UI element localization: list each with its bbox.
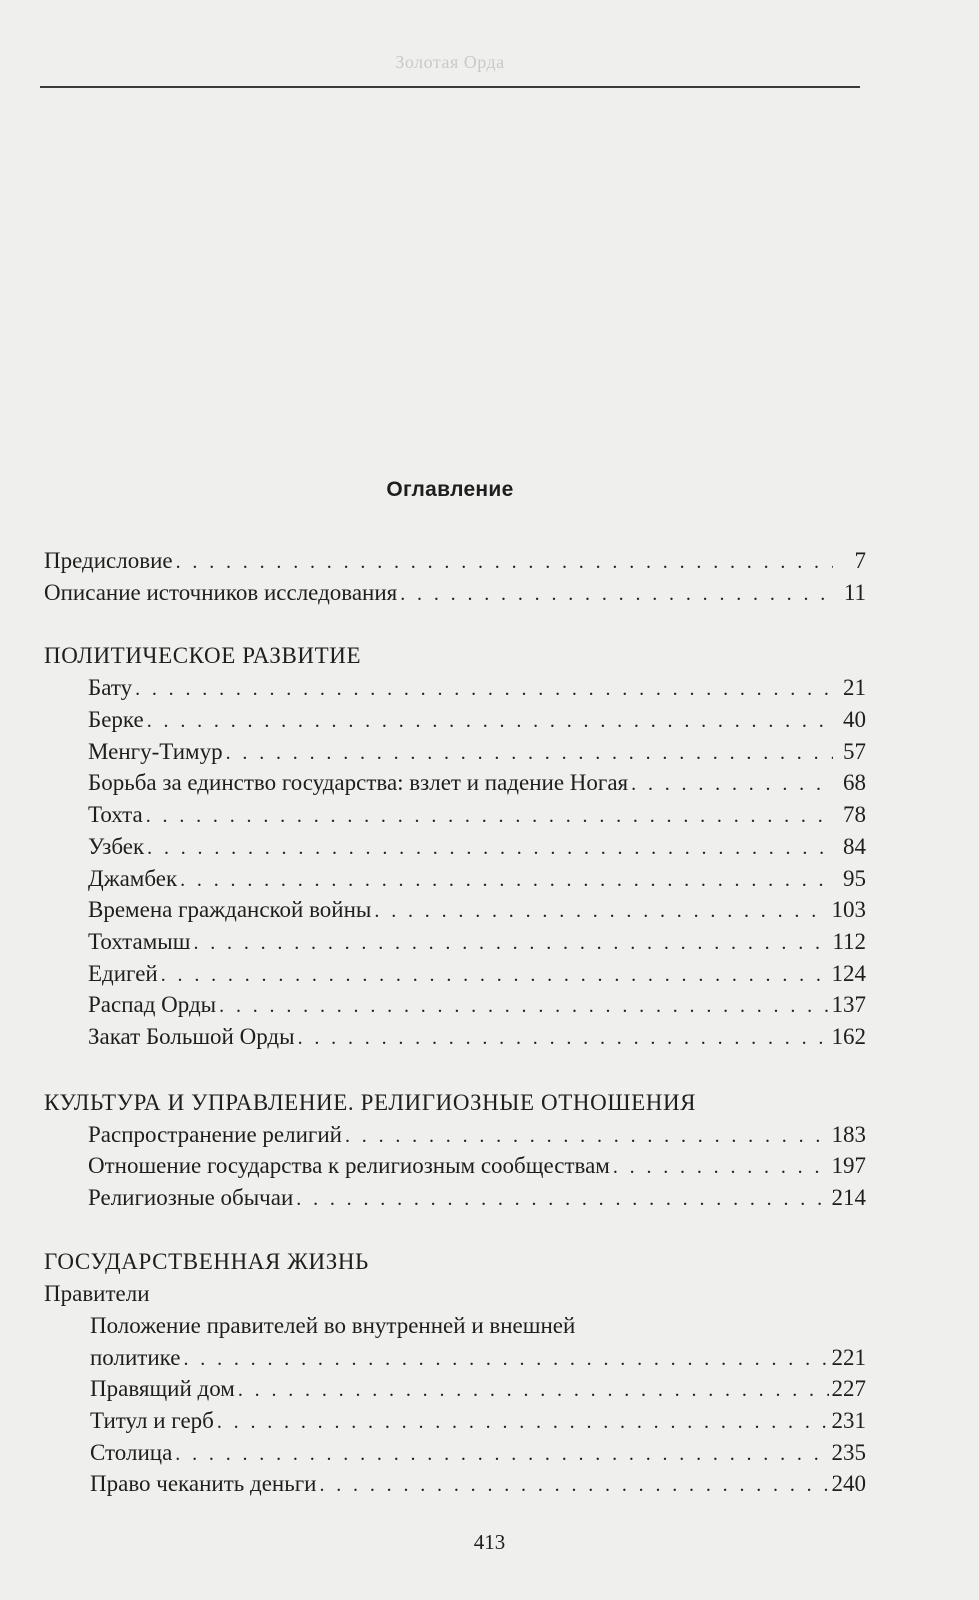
toc-entry-label: Распространение религий [88,1121,342,1147]
toc-entry-label: политике [90,1344,181,1370]
dot-leader [400,579,833,611]
dot-leader [180,865,833,897]
section-heading-culture: КУЛЬТУРА И УПРАВЛЕНИЕ. РЕЛИГИОЗНЫЕ ОТНОШЕНИЯ [44,1089,697,1115]
toc-entry [44,1468,866,1500]
dot-leader [296,1184,828,1216]
toc-entry-label: Предисловие [44,548,173,573]
toc-entry [44,672,866,704]
dot-leader [298,1023,829,1055]
toc-entry [44,894,866,926]
toc-entry [44,767,866,799]
toc-entry-page: 124 [831,960,866,986]
toc-entry-label: Времена гражданской войны [88,897,372,923]
toc-entry-page: 78 [843,802,866,828]
toc-entry-label: Титул и герб [90,1408,214,1434]
toc-entry-page: 162 [831,1023,866,1049]
toc-entry [44,1182,866,1214]
toc-entry [44,577,866,609]
toc-entry [44,1437,866,1469]
toc-entry [44,831,866,863]
toc-entry-label: Отношение государства к религиозным сообществам [88,1153,610,1179]
toc-entry-page: 112 [832,928,866,954]
dot-leader [183,1344,828,1376]
dot-leader [217,1407,829,1439]
toc-entry [44,1021,866,1053]
toc-entry-page: 137 [831,992,866,1018]
dot-leader [238,1375,829,1407]
toc-entry-label: Бату [88,675,133,701]
toc-entry-label: Узбек [88,833,145,859]
toc-entry-page: 21 [843,675,866,701]
toc-entry-label: Описание источников исследования [44,579,398,605]
toc-entry [44,1150,866,1182]
toc-entry [44,704,866,736]
toc-entry-page: 183 [831,1121,866,1147]
toc-entry-label: Закат Большой Орды [88,1023,295,1049]
toc-entry-page: 95 [843,865,866,891]
dot-leader [345,1121,829,1153]
dot-leader [175,1439,828,1471]
toc-entry [44,1342,866,1374]
toc-entry-label: Столица [90,1439,173,1465]
dot-leader [147,706,833,738]
dot-leader [319,1470,828,1502]
toc-entry [44,736,866,768]
toc-entry-page: 103 [831,897,866,923]
toc-entry [44,1405,866,1437]
dot-leader [193,928,829,960]
header-rule [40,86,860,88]
toc-entry [44,799,866,831]
section-heading-political: ПОЛИТИЧЕСКОЕ РАЗВИТИЕ [44,643,362,669]
toc-entry-page: 240 [831,1471,866,1497]
toc-entry-label: Распад Орды [88,992,217,1018]
dot-leader [161,960,829,992]
toc-entry-page: 57 [843,738,866,764]
toc-entry-label: Едигей [88,960,158,986]
toc-entry-label: Правящий дом [90,1376,235,1402]
dot-leader [146,801,833,833]
toc-entry-page: 84 [843,833,866,859]
dot-leader [147,833,833,865]
section-heading-state-life: ГОСУДАРСТВЕННАЯ ЖИЗНЬ [44,1248,369,1274]
toc-entry [44,989,866,1021]
toc-entry-page: 197 [831,1153,866,1179]
toc-entry-label: Джамбек [88,865,178,891]
toc-entry-label: Борьба за единство государства: взлет и падение Ногая [88,770,629,796]
toc-entry-page: 214 [831,1185,866,1210]
toc-entry-page: 235 [831,1439,866,1465]
toc-entry [44,1119,866,1151]
subsection-heading-rulers: Правители [44,1280,150,1306]
toc-entry-page: 221 [831,1344,866,1370]
toc-entry-page: 7 [854,548,866,573]
page-number: 413 [473,1530,506,1554]
toc-entry-label: Берке [88,707,144,733]
running-head: Золотая Орда [395,52,505,72]
toc-entry-label: Право чеканить деньги [90,1471,317,1497]
table-of-contents [44,545,866,1500]
toc-entry-label: Менгу-Тимур [88,738,223,764]
toc-entry [44,926,866,958]
toc-entry [44,958,866,990]
toc-entry [44,545,866,577]
toc-title: Оглавление [386,478,514,501]
dot-leader [631,769,833,801]
toc-entry-page: 231 [831,1408,866,1434]
toc-entry-label: Религиозные обычаи [88,1185,294,1210]
dot-leader [374,896,828,928]
dot-leader [176,547,833,579]
dot-leader [135,674,833,706]
toc-entry [44,1373,866,1405]
toc-entry-page: 11 [843,579,866,605]
dot-leader [613,1152,829,1184]
toc-entry-label-line1: Положение правителей во внутренней и внешней [90,1312,576,1338]
toc-entry [44,863,866,895]
toc-entry-label: Тохта [88,802,143,828]
toc-entry-page: 68 [843,770,866,796]
toc-entry-page: 40 [843,707,866,733]
dot-leader [219,991,828,1023]
toc-entry-label: Тохтамыш [88,928,191,954]
dot-leader [226,738,833,770]
toc-entry-page: 227 [831,1376,866,1402]
